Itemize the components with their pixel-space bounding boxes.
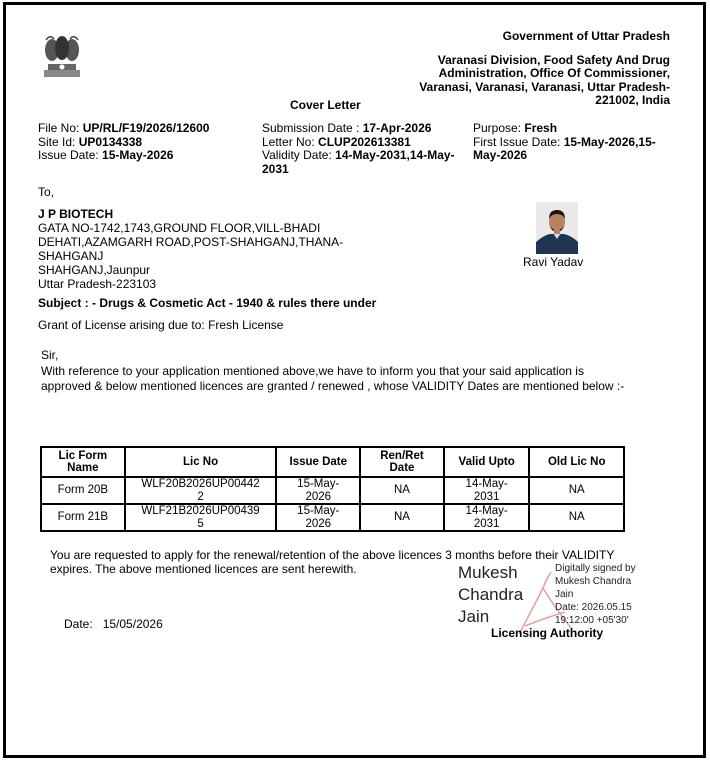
meta-column-1 bbox=[38, 122, 209, 163]
state-emblem-icon bbox=[38, 30, 86, 80]
applicant-photo bbox=[536, 202, 578, 254]
cell-issue-date: 15-May- 2026 bbox=[276, 504, 360, 531]
first-issue-value-cont: May-2026 bbox=[473, 148, 528, 162]
table-row bbox=[41, 504, 624, 531]
office-line: Varanasi, Varanasi, Varanasi, Uttar Pradesh- bbox=[419, 79, 670, 94]
subject-line: Subject : - Drugs & Cosmetic Act - 1940 & rules there under bbox=[38, 296, 377, 310]
body-line: With reference to your application mentioned above,we have to inform you that your said application is bbox=[41, 364, 584, 378]
signature-name: Mukesh Chandra Jain bbox=[458, 563, 524, 626]
request-line: expires. The above mentioned licences are sent herewith. bbox=[50, 562, 357, 576]
address-line: SHAHGANJ,Jaunpur bbox=[38, 263, 151, 277]
request-line: You are requested to apply for the renewal/retention of the above licences 3 months before their VALIDITY bbox=[50, 548, 615, 562]
column-header: Issue Date bbox=[276, 447, 360, 477]
cell-form: Form 21B bbox=[41, 504, 125, 531]
issue-date-label: Issue Date: bbox=[38, 148, 99, 162]
cell-ren-ret: NA bbox=[360, 477, 444, 504]
cell-ren-ret: NA bbox=[360, 504, 444, 531]
grant-line: Grant of License arising due to: Fresh License bbox=[38, 318, 284, 332]
column-header: Valid Upto bbox=[444, 447, 530, 477]
addressee-name: J P BIOTECH bbox=[38, 207, 114, 221]
validity-date-value: 14-May-2031,14-May- bbox=[335, 148, 455, 162]
page-title: Cover Letter bbox=[290, 98, 361, 112]
issue-date-value: 15-May-2026 bbox=[102, 148, 174, 162]
cell-old-lic: NA bbox=[529, 504, 624, 531]
licence-table bbox=[40, 446, 625, 532]
cell-lic-no: WLF21B2026UP00439 5 bbox=[125, 504, 277, 531]
validity-date-value-cont: 2031 bbox=[262, 161, 289, 176]
office-line: Varanasi Division, Food Safety And Drug bbox=[437, 52, 670, 67]
letter-no-value: CLUP202613381 bbox=[318, 134, 411, 149]
first-issue-value: 15-May-2026,15- bbox=[563, 134, 656, 149]
file-no-label: File No: bbox=[38, 121, 80, 135]
office-line: 221002, India bbox=[595, 93, 670, 107]
government-header bbox=[380, 30, 670, 108]
address-line: SHAHGANJ bbox=[38, 249, 104, 263]
cell-old-lic: NA bbox=[529, 477, 624, 504]
file-no-value: UP/RL/F19/2026/12600 bbox=[82, 121, 210, 135]
site-id-value: UP0134338 bbox=[78, 134, 143, 149]
validity-date-label: Validity Date: bbox=[262, 148, 332, 162]
table-row bbox=[41, 477, 624, 504]
cell-valid-upto: 14-May- 2031 bbox=[444, 477, 530, 504]
letter-date bbox=[64, 617, 163, 631]
to-label: To, bbox=[38, 185, 55, 199]
site-id-label: Site Id: bbox=[38, 134, 76, 149]
licensing-authority: Licensing Authority bbox=[491, 626, 604, 640]
cell-form: Form 20B bbox=[41, 477, 125, 504]
office-line: Administration, Office Of Commissioner, bbox=[438, 66, 670, 80]
body-paragraph bbox=[41, 364, 661, 393]
purpose-label: Purpose: bbox=[473, 121, 522, 135]
date-value: 15/05/2026 bbox=[102, 617, 163, 631]
address-line: GATA NO-1742,1743,GROUND FLOOR,VILL-BHADI bbox=[38, 221, 321, 235]
column-header: Old Lic No bbox=[529, 447, 624, 477]
signature-details: Digitally signed by Mukesh Chandra Jain Date: 2026.05.15 19:12:00 +05'30' bbox=[555, 563, 636, 626]
letter-no-label: Letter No: bbox=[262, 134, 315, 149]
cell-lic-no: WLF20B2026UP00442 2 bbox=[125, 477, 277, 504]
column-header: Lic Form Name bbox=[41, 447, 125, 477]
meta-column-2 bbox=[262, 122, 467, 176]
submission-date-value: 17-Apr-2026 bbox=[362, 121, 432, 135]
applicant-photo-name: Ravi Yadav bbox=[523, 255, 584, 269]
purpose-value: Fresh bbox=[524, 121, 558, 135]
address-line: DEHATI,AZAMGARH ROAD,POST-SHAHGANJ,THANA- bbox=[38, 235, 344, 249]
cell-valid-upto: 14-May- 2031 bbox=[444, 504, 530, 531]
first-issue-label: First Issue Date: bbox=[473, 134, 561, 149]
address-line: Uttar Pradesh-223103 bbox=[38, 277, 157, 291]
column-header: Ren/Ret Date bbox=[360, 447, 444, 477]
submission-date-label: Submission Date : bbox=[262, 121, 360, 135]
addressee-block bbox=[38, 207, 368, 291]
meta-column-3 bbox=[473, 122, 673, 163]
date-label: Date: bbox=[64, 617, 93, 631]
government-title: Government of Uttar Pradesh bbox=[502, 29, 670, 43]
table-header-row bbox=[41, 447, 624, 477]
body-line: approved & below mentioned licences are granted / renewed , whose VALIDITY Dates are mentioned below :- bbox=[41, 378, 625, 393]
column-header: Lic No bbox=[125, 447, 277, 477]
cell-issue-date: 15-May- 2026 bbox=[276, 477, 360, 504]
salutation: Sir, bbox=[41, 348, 59, 362]
